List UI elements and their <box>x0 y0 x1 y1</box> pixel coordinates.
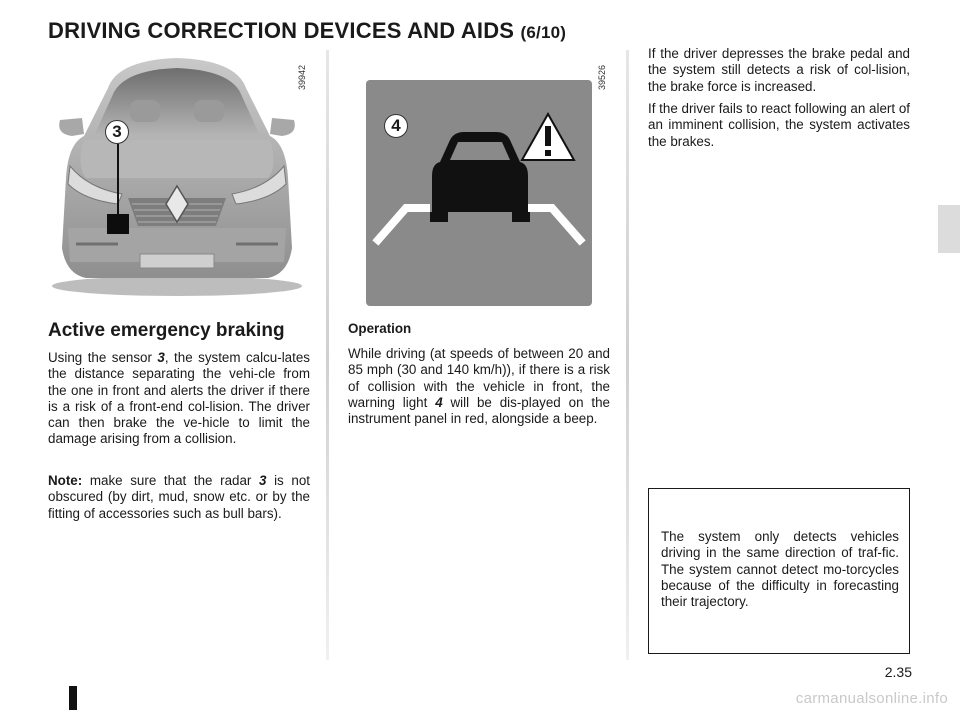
column-divider-left <box>326 50 329 660</box>
operation-paragraph <box>348 346 610 427</box>
radar-ref: 3 <box>259 473 267 488</box>
note-text-start: make sure that the radar <box>82 473 259 488</box>
car-front-illustration <box>48 48 306 298</box>
page-fraction: (6/10) <box>520 23 567 42</box>
page-title <box>48 18 566 44</box>
chapter-tab <box>938 205 960 253</box>
operation-heading: Operation <box>348 321 412 336</box>
page-number: 2.35 <box>884 664 912 680</box>
page-title-text: DRIVING CORRECTION DEVICES AND AIDS <box>48 18 515 43</box>
intro-text-end: , the system calcu-lates the distance separating the vehi-cle from the one in front and alerts the driver if there is a risk of a front-end col-lision. The driver can then brake the ve-hicle to limit the damage arising from a collision. <box>48 350 310 447</box>
note-text-end: is not obscured (by dirt, mud, snow etc. or by the fitting of accessories such as bull bars). <box>48 473 310 521</box>
sensor-ref: 3 <box>157 350 165 365</box>
figure-id-center: 39526 <box>597 64 607 90</box>
auto-brake-paragraph: If the driver fails to react following an alert of an imminent collision, the system activates the brakes. <box>648 101 910 149</box>
info-box-text: The system only detects vehicles driving in the same direction of traf-fic. The system cannot detect mo-torcycles because of the difficulty in forecasting their trajectory. <box>661 529 899 610</box>
figure-id-left: 39942 <box>297 64 307 90</box>
note-label: Note: <box>48 473 83 488</box>
operation-text-start: While driving (at speeds of between 20 and 85 mph (30 and 140 km/h)), if there is a risk of collision with the vehicle in front, the warning light <box>348 346 610 410</box>
warning-light-callout: 4 <box>384 114 408 138</box>
warning-light-ref: 4 <box>435 394 443 410</box>
brake-force-paragraph: If the driver depresses the brake pedal and the system still detects a risk of col-lision, the brake force is increased. <box>648 46 910 94</box>
sensor-callout: 3 <box>105 120 129 144</box>
section-heading: Active emergency braking <box>48 320 285 341</box>
watermark: carmanualsonline.info <box>795 690 948 707</box>
note-paragraph <box>48 473 310 522</box>
warning-light-illustration <box>366 80 592 306</box>
intro-text-start: Using the sensor <box>48 350 158 365</box>
corner-mark <box>69 686 77 710</box>
info-box <box>648 488 910 654</box>
column-divider-right <box>626 50 629 660</box>
intro-paragraph <box>48 350 310 448</box>
operation-text-end: will be dis-played on the instrument panel in red, alongside a beep. <box>348 394 610 427</box>
